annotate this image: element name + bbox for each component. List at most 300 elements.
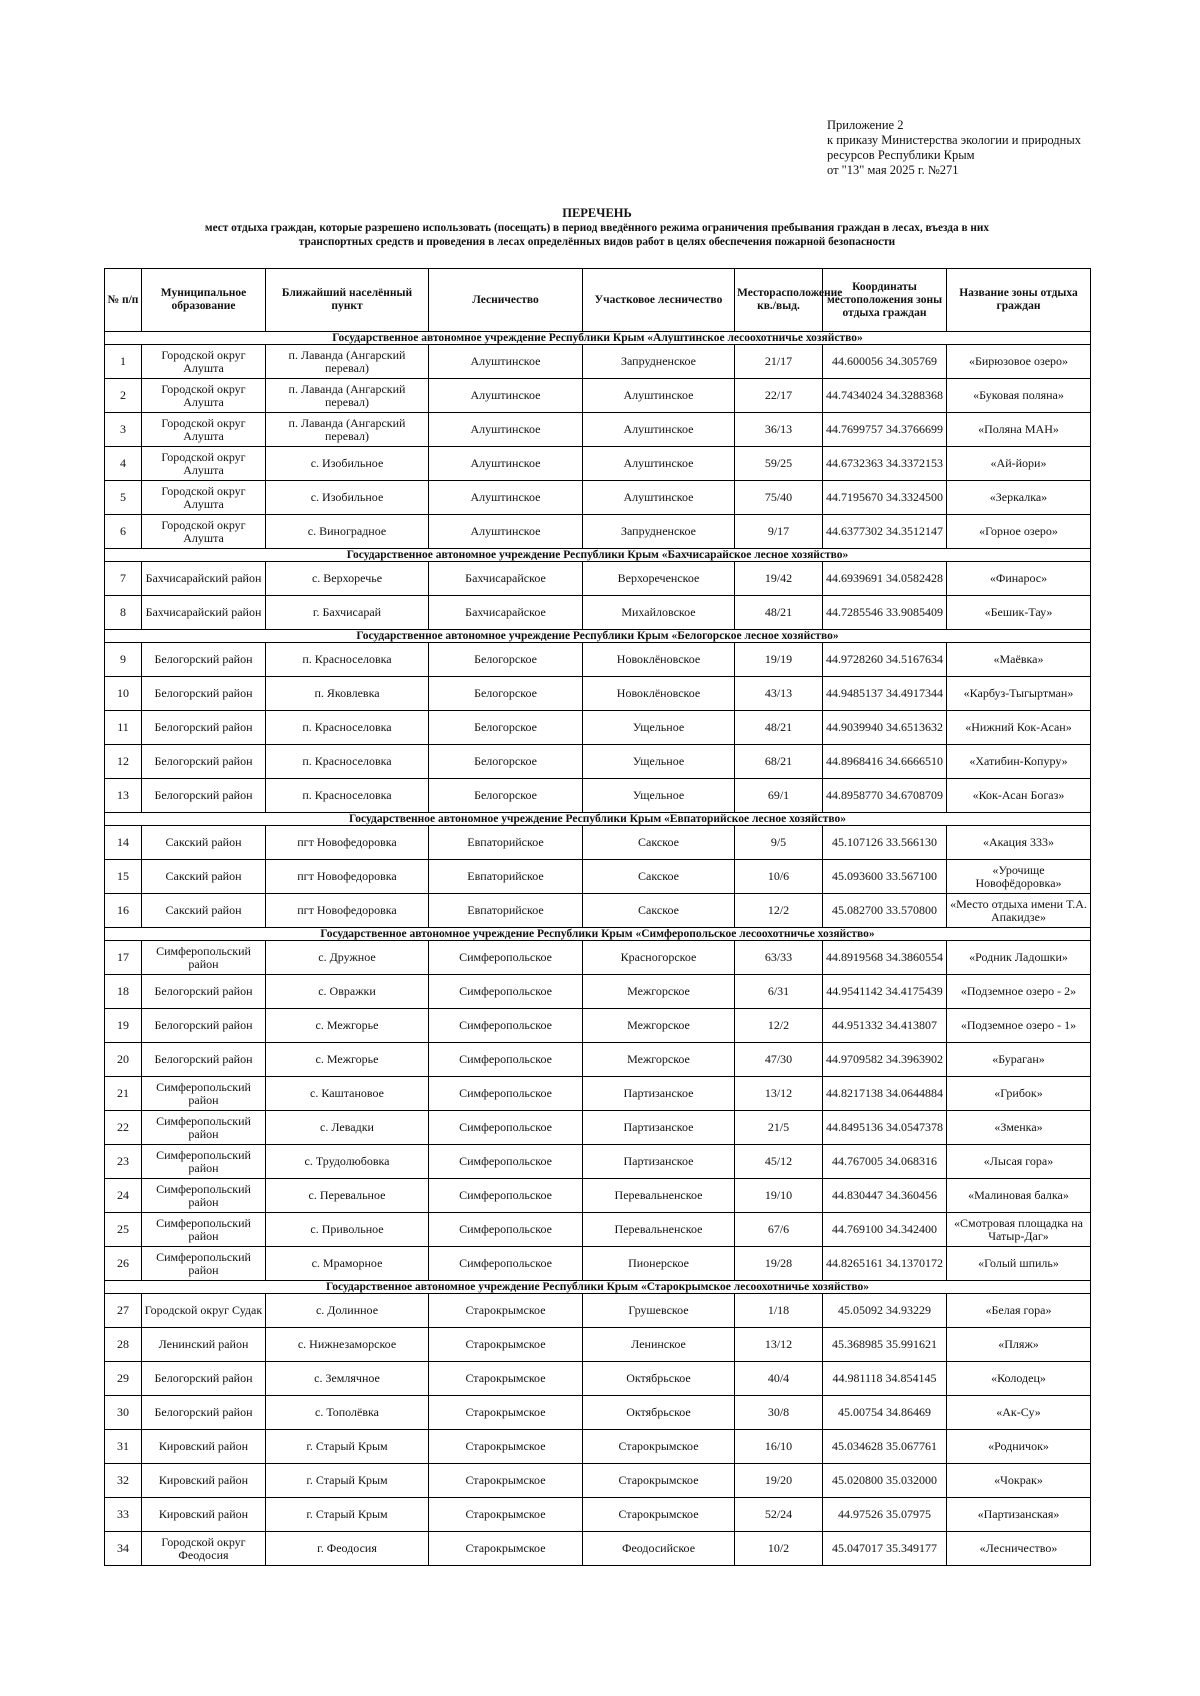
cell-municipality: Белогорский район [142,745,266,779]
cell-coordinates: 44.9039940 34.6513632 [823,711,947,745]
header-district-forestry: Участковое лесничество [583,269,735,332]
cell-zone-name: «Лысая гора» [947,1145,1091,1179]
group-title: Государственное автономное учреждение Республики Крым «Евпаторийское лесное хозяйство» [105,813,1091,826]
cell-municipality: Городской округ Алушта [142,515,266,549]
cell-settlement: г. Старый Крым [266,1430,429,1464]
cell-num: 3 [105,413,142,447]
cell-coordinates: 44.8968416 34.6666510 [823,745,947,779]
cell-municipality: Белогорский район [142,1009,266,1043]
cell-num: 1 [105,345,142,379]
appendix-line: Приложение 2 [827,118,904,132]
cell-settlement: с. Виноградное [266,515,429,549]
cell-num: 8 [105,596,142,630]
table-row [105,711,1091,745]
cell-num: 30 [105,1396,142,1430]
cell-num: 24 [105,1179,142,1213]
table-row [105,1009,1091,1043]
cell-location: 13/12 [735,1077,823,1111]
cell-location: 69/1 [735,779,823,813]
group-row [105,332,1091,345]
cell-forestry: Симферопольское [429,1111,583,1145]
cell-coordinates: 45.034628 35.067761 [823,1430,947,1464]
cell-settlement: п. Красноселовка [266,711,429,745]
table-row [105,1362,1091,1396]
cell-municipality: Белогорский район [142,975,266,1009]
cell-zone-name: «Колодец» [947,1362,1091,1396]
table-row [105,1498,1091,1532]
cell-municipality: Сакский район [142,860,266,894]
header-settlement: Ближайший населённый пункт [266,269,429,332]
cell-zone-name: «Подземное озеро - 1» [947,1009,1091,1043]
table-row [105,1145,1091,1179]
cell-location: 48/21 [735,596,823,630]
cell-municipality: Симферопольский район [142,1247,266,1281]
cell-district-forestry: Запрудненское [583,515,735,549]
cell-location: 63/33 [735,941,823,975]
cell-municipality: Симферопольский район [142,1179,266,1213]
group-title: Государственное автономное учреждение Республики Крым «Бахчисарайское лесное хозяйство» [105,549,1091,562]
cell-zone-name: «Бирюзовое озеро» [947,345,1091,379]
cell-zone-name: «Финарос» [947,562,1091,596]
cell-municipality: Кировский район [142,1498,266,1532]
cell-coordinates: 44.8495136 34.0547378 [823,1111,947,1145]
cell-zone-name: «Белая гора» [947,1294,1091,1328]
cell-municipality: Белогорский район [142,1362,266,1396]
cell-district-forestry: Верхореченское [583,562,735,596]
cell-num: 18 [105,975,142,1009]
group-row [105,928,1091,941]
cell-forestry: Алуштинское [429,515,583,549]
cell-location: 10/6 [735,860,823,894]
group-title: Государственное автономное учреждение Республики Крым «Белогорское лесное хозяйство» [105,630,1091,643]
cell-settlement: п. Лаванда (Ангарский перевал) [266,345,429,379]
cell-num: 19 [105,1009,142,1043]
cell-settlement: п. Красноселовка [266,643,429,677]
table-row [105,1532,1091,1566]
cell-zone-name: «Партизанская» [947,1498,1091,1532]
cell-coordinates: 45.368985 35.991621 [823,1328,947,1362]
cell-forestry: Евпаторийское [429,826,583,860]
table-row [105,345,1091,379]
cell-forestry: Бахчисарайское [429,596,583,630]
cell-num: 34 [105,1532,142,1566]
cell-forestry: Симферопольское [429,1213,583,1247]
cell-num: 9 [105,643,142,677]
cell-num: 6 [105,515,142,549]
cell-settlement: с. Привольное [266,1213,429,1247]
cell-settlement: г. Старый Крым [266,1464,429,1498]
cell-num: 15 [105,860,142,894]
appendix-line: к приказу Министерства экологии и природных [827,133,1082,147]
cell-zone-name: «Карбуз-Тыгыртман» [947,677,1091,711]
cell-municipality: Кировский район [142,1464,266,1498]
cell-forestry: Старокрымское [429,1294,583,1328]
cell-district-forestry: Партизанское [583,1111,735,1145]
cell-coordinates: 44.767005 34.068316 [823,1145,947,1179]
table-row [105,894,1091,928]
cell-forestry: Старокрымское [429,1464,583,1498]
table-row [105,677,1091,711]
cell-location: 21/5 [735,1111,823,1145]
cell-forestry: Симферопольское [429,975,583,1009]
cell-coordinates: 44.7195670 34.3324500 [823,481,947,515]
cell-municipality: Городской округ Алушта [142,481,266,515]
cell-coordinates: 45.093600 33.567100 [823,860,947,894]
cell-coordinates: 45.082700 33.570800 [823,894,947,928]
cell-district-forestry: Межгорское [583,975,735,1009]
cell-municipality: Городской округ Судак [142,1294,266,1328]
cell-coordinates: 44.8265161 34.1370172 [823,1247,947,1281]
cell-settlement: с. Перевальное [266,1179,429,1213]
cell-coordinates: 44.6939691 34.0582428 [823,562,947,596]
table-row [105,860,1091,894]
cell-district-forestry: Запрудненское [583,345,735,379]
cell-district-forestry: Ущельное [583,745,735,779]
cell-forestry: Симферопольское [429,1179,583,1213]
cell-num: 13 [105,779,142,813]
cell-district-forestry: Алуштинское [583,379,735,413]
cell-zone-name: «Малиновая балка» [947,1179,1091,1213]
cell-municipality: Городской округ Алушта [142,413,266,447]
cell-location: 40/4 [735,1362,823,1396]
header-num: № п/п [105,269,142,332]
cell-district-forestry: Перевальненское [583,1179,735,1213]
cell-district-forestry: Грушевское [583,1294,735,1328]
cell-coordinates: 44.7285546 33.9085409 [823,596,947,630]
cell-municipality: Ленинский район [142,1328,266,1362]
cell-location: 19/19 [735,643,823,677]
cell-zone-name: «Поляна МАН» [947,413,1091,447]
cell-forestry: Белогорское [429,745,583,779]
cell-coordinates: 44.951332 34.413807 [823,1009,947,1043]
cell-num: 14 [105,826,142,860]
cell-location: 30/8 [735,1396,823,1430]
cell-district-forestry: Алуштинское [583,481,735,515]
cell-location: 45/12 [735,1145,823,1179]
cell-zone-name: «Буковая поляна» [947,379,1091,413]
cell-municipality: Кировский район [142,1430,266,1464]
cell-zone-name: «Грибок» [947,1077,1091,1111]
cell-settlement: с. Овражки [266,975,429,1009]
cell-district-forestry: Ущельное [583,711,735,745]
cell-coordinates: 45.107126 33.566130 [823,826,947,860]
cell-district-forestry: Ленинское [583,1328,735,1362]
recreation-zones-table [104,268,1091,1566]
cell-location: 19/28 [735,1247,823,1281]
cell-zone-name: «Подземное озеро - 2» [947,975,1091,1009]
cell-district-forestry: Алуштинское [583,413,735,447]
document-heading [104,206,1090,249]
cell-zone-name: «Зеркалка» [947,481,1091,515]
cell-coordinates: 45.020800 35.032000 [823,1464,947,1498]
cell-settlement: п. Красноселовка [266,779,429,813]
cell-settlement: г. Бахчисарай [266,596,429,630]
cell-zone-name: «Чокрак» [947,1464,1091,1498]
group-row [105,630,1091,643]
cell-settlement: с. Верхоречье [266,562,429,596]
cell-num: 16 [105,894,142,928]
cell-location: 1/18 [735,1294,823,1328]
cell-coordinates: 44.7434024 34.3288368 [823,379,947,413]
cell-num: 23 [105,1145,142,1179]
cell-municipality: Симферопольский район [142,1111,266,1145]
cell-num: 5 [105,481,142,515]
cell-municipality: Городской округ Алушта [142,447,266,481]
group-title: Государственное автономное учреждение Республики Крым «Алуштинское лесоохотничье хозяйство» [105,332,1091,345]
cell-location: 12/2 [735,894,823,928]
cell-settlement: с. Долинное [266,1294,429,1328]
cell-zone-name: «Голый шпиль» [947,1247,1091,1281]
cell-settlement: с. Мраморное [266,1247,429,1281]
cell-settlement: с. Дружное [266,941,429,975]
cell-settlement: пгт Новофедоровка [266,894,429,928]
document-subtitle-line: транспортных средств и проведения в лесах определённых видов работ в целях обеспечения пожарной безопасности [298,236,896,248]
cell-coordinates: 44.7699757 34.3766699 [823,413,947,447]
cell-settlement: с. Трудолюбовка [266,1145,429,1179]
cell-settlement: п. Лаванда (Ангарский перевал) [266,413,429,447]
cell-municipality: Городской округ Феодосия [142,1532,266,1566]
cell-municipality: Сакский район [142,894,266,928]
group-row [105,549,1091,562]
cell-location: 9/5 [735,826,823,860]
cell-forestry: Симферопольское [429,1043,583,1077]
cell-settlement: с. Левадки [266,1111,429,1145]
cell-num: 22 [105,1111,142,1145]
cell-forestry: Симферопольское [429,1247,583,1281]
cell-district-forestry: Октябрьское [583,1396,735,1430]
table-row [105,941,1091,975]
cell-forestry: Старокрымское [429,1396,583,1430]
table-row [105,745,1091,779]
cell-settlement: с. Тополёвка [266,1396,429,1430]
group-row [105,813,1091,826]
cell-district-forestry: Старокрымское [583,1498,735,1532]
cell-district-forestry: Партизанское [583,1077,735,1111]
cell-coordinates: 44.8217138 34.0644884 [823,1077,947,1111]
document-title: ПЕРЕЧЕНЬ [562,206,632,220]
cell-settlement: с. Землячное [266,1362,429,1396]
cell-settlement: с. Изобильное [266,447,429,481]
table-row [105,481,1091,515]
table-row [105,1043,1091,1077]
cell-forestry: Симферопольское [429,1009,583,1043]
cell-zone-name: «Хатибин-Копуру» [947,745,1091,779]
cell-location: 6/31 [735,975,823,1009]
table-row [105,1077,1091,1111]
cell-location: 67/6 [735,1213,823,1247]
cell-forestry: Белогорское [429,779,583,813]
table-row [105,1213,1091,1247]
cell-location: 12/2 [735,1009,823,1043]
cell-location: 43/13 [735,677,823,711]
table-row [105,1396,1091,1430]
cell-settlement: п. Лаванда (Ангарский перевал) [266,379,429,413]
cell-forestry: Алуштинское [429,379,583,413]
cell-district-forestry: Старокрымское [583,1430,735,1464]
appendix-line: ресурсов Республики Крым [827,148,975,162]
cell-num: 27 [105,1294,142,1328]
cell-district-forestry: Красногорское [583,941,735,975]
appendix-note [827,118,1157,178]
cell-district-forestry: Партизанское [583,1145,735,1179]
cell-zone-name: «Акация 333» [947,826,1091,860]
cell-zone-name: «Пляж» [947,1328,1091,1362]
table-row [105,1247,1091,1281]
cell-coordinates: 44.769100 34.342400 [823,1213,947,1247]
cell-settlement: с. Межгорье [266,1043,429,1077]
table-row [105,1328,1091,1362]
cell-municipality: Бахчисарайский район [142,596,266,630]
table-row [105,413,1091,447]
cell-district-forestry: Межгорское [583,1009,735,1043]
cell-district-forestry: Феодосийское [583,1532,735,1566]
table-header-row [105,269,1091,332]
header-municipality: Муниципальное образование [142,269,266,332]
cell-num: 29 [105,1362,142,1396]
cell-forestry: Алуштинское [429,345,583,379]
cell-settlement: г. Феодосия [266,1532,429,1566]
cell-forestry: Белогорское [429,643,583,677]
cell-settlement: с. Межгорье [266,1009,429,1043]
cell-district-forestry: Октябрьское [583,1362,735,1396]
cell-coordinates: 44.600056 34.305769 [823,345,947,379]
cell-district-forestry: Алуштинское [583,447,735,481]
cell-coordinates: 44.9728260 34.5167634 [823,643,947,677]
cell-coordinates: 44.6732363 34.3372153 [823,447,947,481]
cell-settlement: с. Каштановое [266,1077,429,1111]
cell-num: 31 [105,1430,142,1464]
cell-district-forestry: Перевальненское [583,1213,735,1247]
cell-municipality: Белогорский район [142,779,266,813]
cell-zone-name: «Родник Ладошки» [947,941,1091,975]
cell-forestry: Бахчисарайское [429,562,583,596]
cell-municipality: Белогорский район [142,1396,266,1430]
cell-forestry: Старокрымское [429,1362,583,1396]
table-row [105,826,1091,860]
cell-municipality: Бахчисарайский район [142,562,266,596]
cell-municipality: Городской округ Алушта [142,345,266,379]
cell-settlement: г. Старый Крым [266,1498,429,1532]
cell-location: 19/42 [735,562,823,596]
cell-district-forestry: Сакское [583,860,735,894]
cell-num: 25 [105,1213,142,1247]
table-row [105,1294,1091,1328]
cell-location: 10/2 [735,1532,823,1566]
cell-forestry: Старокрымское [429,1532,583,1566]
table-row [105,1111,1091,1145]
group-row [105,1281,1091,1294]
cell-location: 9/17 [735,515,823,549]
cell-coordinates: 44.97526 35.07975 [823,1498,947,1532]
cell-coordinates: 44.9709582 34.3963902 [823,1043,947,1077]
cell-location: 22/17 [735,379,823,413]
cell-location: 13/12 [735,1328,823,1362]
group-title: Государственное автономное учреждение Республики Крым «Старокрымское лесоохотничье хозяйство» [105,1281,1091,1294]
document-subtitle-line: мест отдыха граждан, которые разрешено использовать (посещать) в период введённого режима ограничения пребывания граждан в лесах, въезда в них [204,222,990,234]
cell-forestry: Старокрымское [429,1498,583,1532]
cell-num: 20 [105,1043,142,1077]
cell-zone-name: «Место отдыха имени Т.А. Апакидзе» [947,894,1091,928]
cell-location: 19/20 [735,1464,823,1498]
header-zone-name: Название зоны отдыха граждан [947,269,1091,332]
cell-zone-name: «Смотровая площадка на Чатыр-Даг» [947,1213,1091,1247]
cell-forestry: Симферопольское [429,941,583,975]
cell-zone-name: «Родничок» [947,1430,1091,1464]
cell-forestry: Алуштинское [429,447,583,481]
cell-forestry: Белогорское [429,677,583,711]
cell-coordinates: 45.00754 34.86469 [823,1396,947,1430]
table-row [105,447,1091,481]
cell-location: 59/25 [735,447,823,481]
cell-district-forestry: Новоклёновское [583,643,735,677]
cell-settlement: пгт Новофедоровка [266,826,429,860]
cell-location: 75/40 [735,481,823,515]
cell-municipality: Симферопольский район [142,941,266,975]
table-row [105,515,1091,549]
cell-forestry: Старокрымское [429,1430,583,1464]
table-row [105,379,1091,413]
cell-zone-name: «Кок-Асан Богаз» [947,779,1091,813]
cell-coordinates: 44.9485137 34.4917344 [823,677,947,711]
cell-forestry: Алуштинское [429,413,583,447]
cell-location: 52/24 [735,1498,823,1532]
cell-forestry: Алуштинское [429,481,583,515]
cell-settlement: с. Изобильное [266,481,429,515]
cell-district-forestry: Межгорское [583,1043,735,1077]
cell-municipality: Белогорский район [142,643,266,677]
cell-coordinates: 44.6377302 34.3512147 [823,515,947,549]
table-body [105,332,1091,1566]
cell-num: 7 [105,562,142,596]
cell-forestry: Евпаторийское [429,894,583,928]
cell-zone-name: «Ай-йори» [947,447,1091,481]
cell-municipality: Городской округ Алушта [142,379,266,413]
cell-settlement: пгт Новофедоровка [266,860,429,894]
table-row [105,1430,1091,1464]
cell-municipality: Белогорский район [142,677,266,711]
cell-district-forestry: Ущельное [583,779,735,813]
cell-num: 10 [105,677,142,711]
cell-forestry: Белогорское [429,711,583,745]
table-row [105,596,1091,630]
cell-location: 68/21 [735,745,823,779]
cell-num: 21 [105,1077,142,1111]
cell-municipality: Сакский район [142,826,266,860]
appendix-line: от "13" мая 2025 г. №271 [827,163,959,177]
table-row [105,1179,1091,1213]
cell-coordinates: 45.05092 34.93229 [823,1294,947,1328]
table-row [105,975,1091,1009]
cell-settlement: п. Красноселовка [266,745,429,779]
cell-coordinates: 44.8919568 34.3860554 [823,941,947,975]
cell-forestry: Евпаторийское [429,860,583,894]
cell-location: 19/10 [735,1179,823,1213]
cell-num: 26 [105,1247,142,1281]
cell-forestry: Симферопольское [429,1077,583,1111]
table-row [105,1464,1091,1498]
cell-location: 21/17 [735,345,823,379]
cell-settlement: п. Яковлевка [266,677,429,711]
cell-num: 32 [105,1464,142,1498]
cell-settlement: с. Нижнезаморское [266,1328,429,1362]
cell-zone-name: «Горное озеро» [947,515,1091,549]
group-title: Государственное автономное учреждение Республики Крым «Симферопольское лесоохотничье хозяйство» [105,928,1091,941]
cell-forestry: Симферопольское [429,1145,583,1179]
cell-zone-name: «Бешик-Тау» [947,596,1091,630]
cell-municipality: Симферопольский район [142,1213,266,1247]
cell-coordinates: 45.047017 35.349177 [823,1532,947,1566]
cell-num: 33 [105,1498,142,1532]
